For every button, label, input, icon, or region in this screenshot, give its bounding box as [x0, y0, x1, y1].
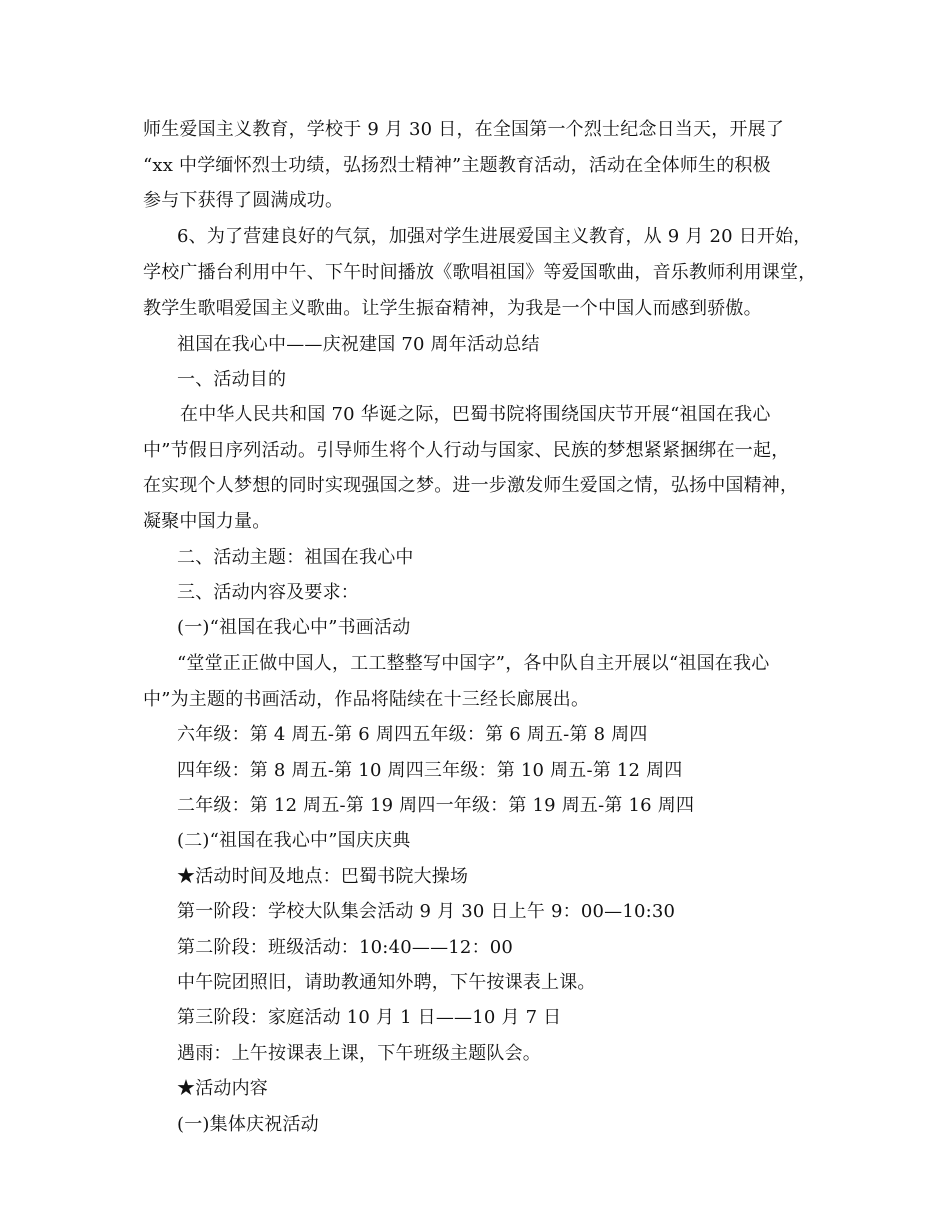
body-text-line: 遇雨：上午按课表上课，下午班级主题队会。 [177, 1043, 541, 1064]
schedule-line: 六年级：第 4 周五-第 6 周四五年级：第 6 周五-第 8 周四 [177, 724, 648, 745]
subsection-heading: (一)“祖国在我心中”书画活动 [177, 617, 411, 638]
schedule-line: 四年级：第 8 周五-第 10 周四三年级：第 10 周五-第 12 周四 [177, 760, 683, 781]
section-title: 祖国在我心中——庆祝建国 70 周年活动总结 [177, 334, 540, 355]
body-text-line: 在实现个人梦想的同时实现强国之梦。进一步激发师生爱国之情，弘扬中国精神， [143, 475, 799, 496]
body-text-line: 师生爱国主义教育，学校于 9 月 30 日，在全国第一个烈士纪念日当天，开展了 [143, 119, 785, 140]
list-item-text: 6、为了营建良好的气氛，加强对学生进展爱国主义教育，从 9 月 20 日开始， [177, 226, 812, 247]
schedule-line: 第二阶段：班级活动：10:40——12：00 [177, 937, 514, 958]
starred-heading: ★活动内容 [177, 1078, 268, 1099]
body-text-line: “堂堂正正做中国人，工工整整写中国字”，各中队自主开展以“祖国在我心 [177, 653, 770, 674]
schedule-line: 第三阶段：家庭活动 10 月 1 日——10 月 7 日 [177, 1007, 562, 1028]
section-heading: 一、活动目的 [177, 369, 287, 390]
subsection-heading: (一)集体庆祝活动 [177, 1114, 319, 1135]
body-text-line: 中午院团照旧，请助教通知外聘，下午按课表上课。 [177, 972, 596, 993]
body-text-line: 中”为主题的书画活动，作品将陆续在十三经长廊展出。 [143, 689, 590, 710]
starred-heading: ★活动时间及地点：巴蜀书院大操场 [177, 866, 469, 887]
section-heading: 二、活动主题：祖国在我心中 [177, 547, 414, 568]
section-heading: 三、活动内容及要求： [177, 582, 359, 603]
body-text-line: 中”节假日序列活动。引导师生将个人行动与国家、民族的梦想紧紧捆绑在一起， [143, 440, 790, 461]
schedule-line: 第一阶段：学校大队集会活动 9 月 30 日上午 9：00—10:30 [177, 901, 676, 922]
body-text-line: 教学生歌唱爱国主义歌曲。让学生振奋精神，为我是一个中国人而感到骄傲。 [143, 298, 762, 319]
body-text-line: 凝聚中国力量。 [143, 511, 271, 532]
schedule-line: 二年级：第 12 周五-第 19 周四一年级：第 19 周五-第 16 周四 [177, 795, 695, 816]
body-text-line: 学校广播台利用中午、下午时间播放《歌唱祖国》等爱国歌曲，音乐教师利用课堂， [143, 262, 817, 283]
body-text-line: 参与下获得了圆满成功。 [143, 190, 344, 211]
body-text-line: 在中华人民共和国 70 华诞之际，巴蜀书院将围绕国庆节开展“祖国在我心 [180, 404, 771, 425]
subsection-heading: (二)“祖国在我心中”国庆庆典 [177, 830, 411, 851]
body-text-line: “xx 中学缅怀烈士功绩，弘扬烈士精神”主题教育活动，活动在全体师生的积极 [143, 155, 771, 176]
